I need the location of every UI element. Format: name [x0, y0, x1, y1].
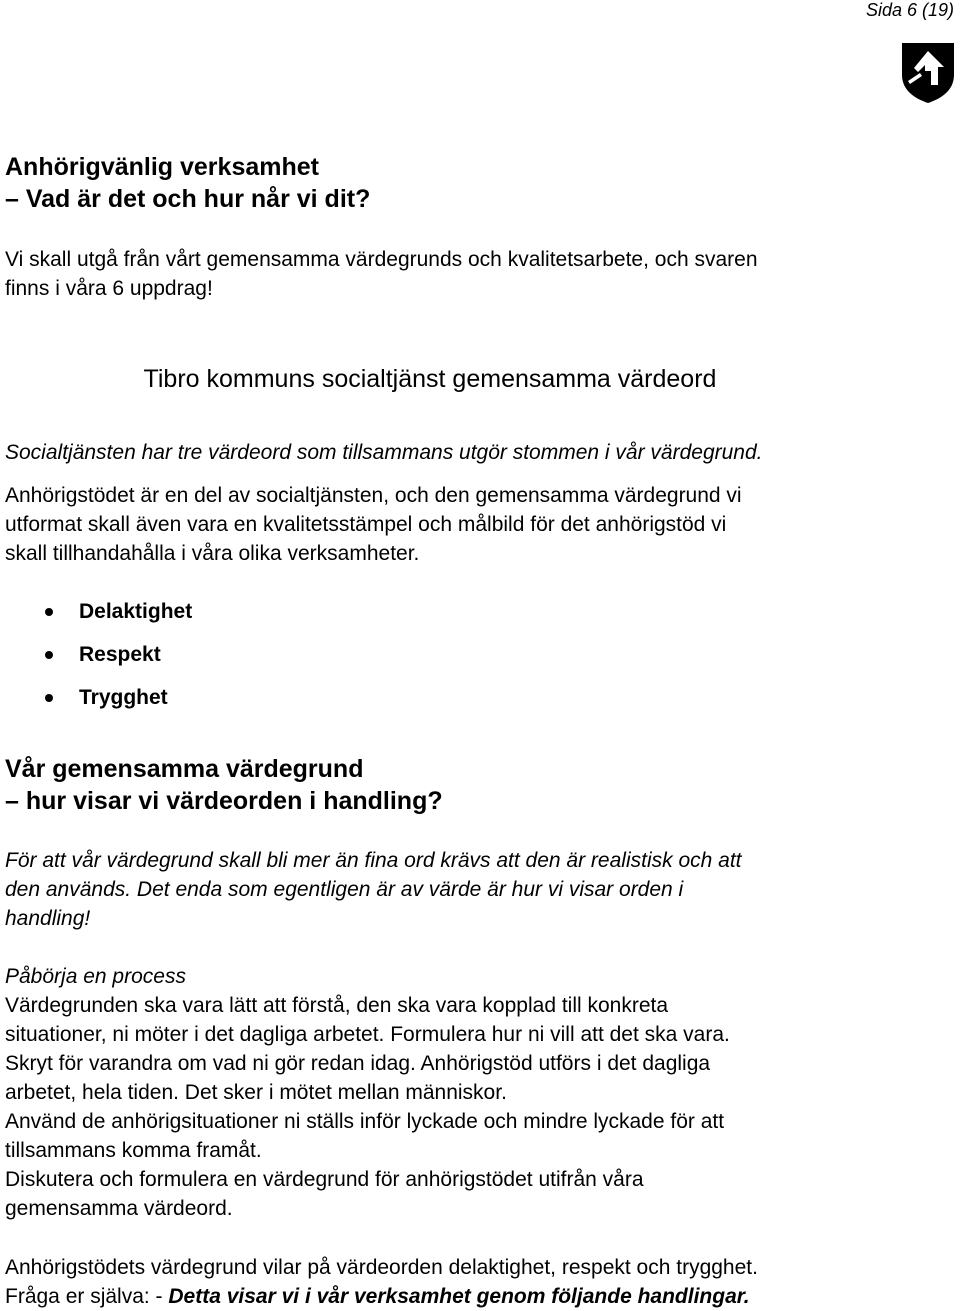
second-heading-line1: Vår gemensamma värdegrund: [5, 755, 364, 783]
closing-line2: [5, 1282, 955, 1311]
process-line: gemensamma värdeord.: [5, 1197, 233, 1220]
closing-line1: Anhörigstödets värdegrund vilar på värdeorden delaktighet, respekt och trygghet.: [5, 1256, 758, 1279]
process-section: [5, 962, 945, 1223]
process-line: arbetet, hela tiden. Det sker i mötet mellan människor.: [5, 1081, 507, 1104]
process-line: Värdegrunden ska vara lätt att förstå, den ska vara kopplad till konkreta: [5, 994, 669, 1017]
list-item: [0, 683, 192, 726]
usage-line1: För att vår värdegrund skall bli mer än fina ord krävs att den är realistisk och att: [5, 849, 742, 872]
process-line: Använd de anhörigsituationer ni ställs inför lyckade och mindre lyckade för att: [5, 1110, 725, 1133]
process-line: situationer, ni möter i det dagliga arbetet. Formulera hur ni vill att det ska vara.: [5, 1023, 730, 1046]
support-line1: Anhörigstödet är en del av socialtjänsten, och den gemensamma värdegrund vi: [5, 484, 742, 507]
process-title: Påbörja en process: [5, 965, 186, 988]
page-number: Sida 6 (19): [865, 0, 954, 20]
bullet-icon: [45, 694, 53, 702]
main-heading-line2: – Vad är det och hur når vi dit?: [5, 185, 371, 213]
values-title: Tibro kommuns socialtjänst gemensamma värdeord: [143, 365, 717, 393]
values-italic-text: Socialtjänsten har tre värdeord som tillsammans utgör stommen i vår värdegrund.: [5, 441, 763, 464]
value-word: Delaktighet: [79, 600, 193, 623]
value-word: Respekt: [79, 643, 161, 666]
municipal-crest-icon: [900, 41, 956, 105]
list-item: [0, 597, 192, 640]
bullet-icon: [45, 608, 53, 616]
value-words-list: [0, 597, 192, 726]
main-heading-line1: Anhörigvänlig verksamhet: [5, 153, 319, 181]
usage-italic-paragraph: [5, 846, 945, 933]
closing-paragraph: [5, 1253, 955, 1311]
list-item: [0, 640, 192, 683]
value-word: Trygghet: [79, 686, 168, 709]
closing-prefix: Fråga er själva: -: [5, 1285, 169, 1308]
intro-line2: finns i våra 6 uppdrag!: [5, 277, 213, 300]
second-heading: [5, 753, 443, 817]
usage-line2: den används. Det enda som egentligen är av värde är hur vi visar orden i: [5, 878, 684, 901]
process-line: tillsammans komma framåt.: [5, 1139, 262, 1162]
usage-line3: handling!: [5, 907, 91, 930]
support-line3: skall tillhandahålla i våra olika verksamheter.: [5, 542, 420, 565]
main-heading: [5, 151, 370, 215]
second-heading-line2: – hur visar vi värdeorden i handling?: [5, 787, 443, 815]
process-line: Skryt för varandra om vad ni gör redan idag. Anhörigstöd utförs i det dagliga: [5, 1052, 711, 1075]
support-paragraph: [5, 481, 945, 568]
support-line2: utformat skall även vara en kvalitetsstämpel och målbild för det anhörigstöd vi: [5, 513, 727, 536]
bullet-icon: [45, 651, 53, 659]
closing-emphasis: Detta visar vi i vår verksamhet genom följande handlingar.: [168, 1285, 750, 1308]
intro-paragraph: [5, 245, 945, 303]
process-line: Diskutera och formulera en värdegrund för anhörigstödet utifrån våra: [5, 1168, 644, 1191]
intro-line1: Vi skall utgå från vårt gemensamma värdegrunds och kvalitetsarbete, och svaren: [5, 248, 758, 271]
